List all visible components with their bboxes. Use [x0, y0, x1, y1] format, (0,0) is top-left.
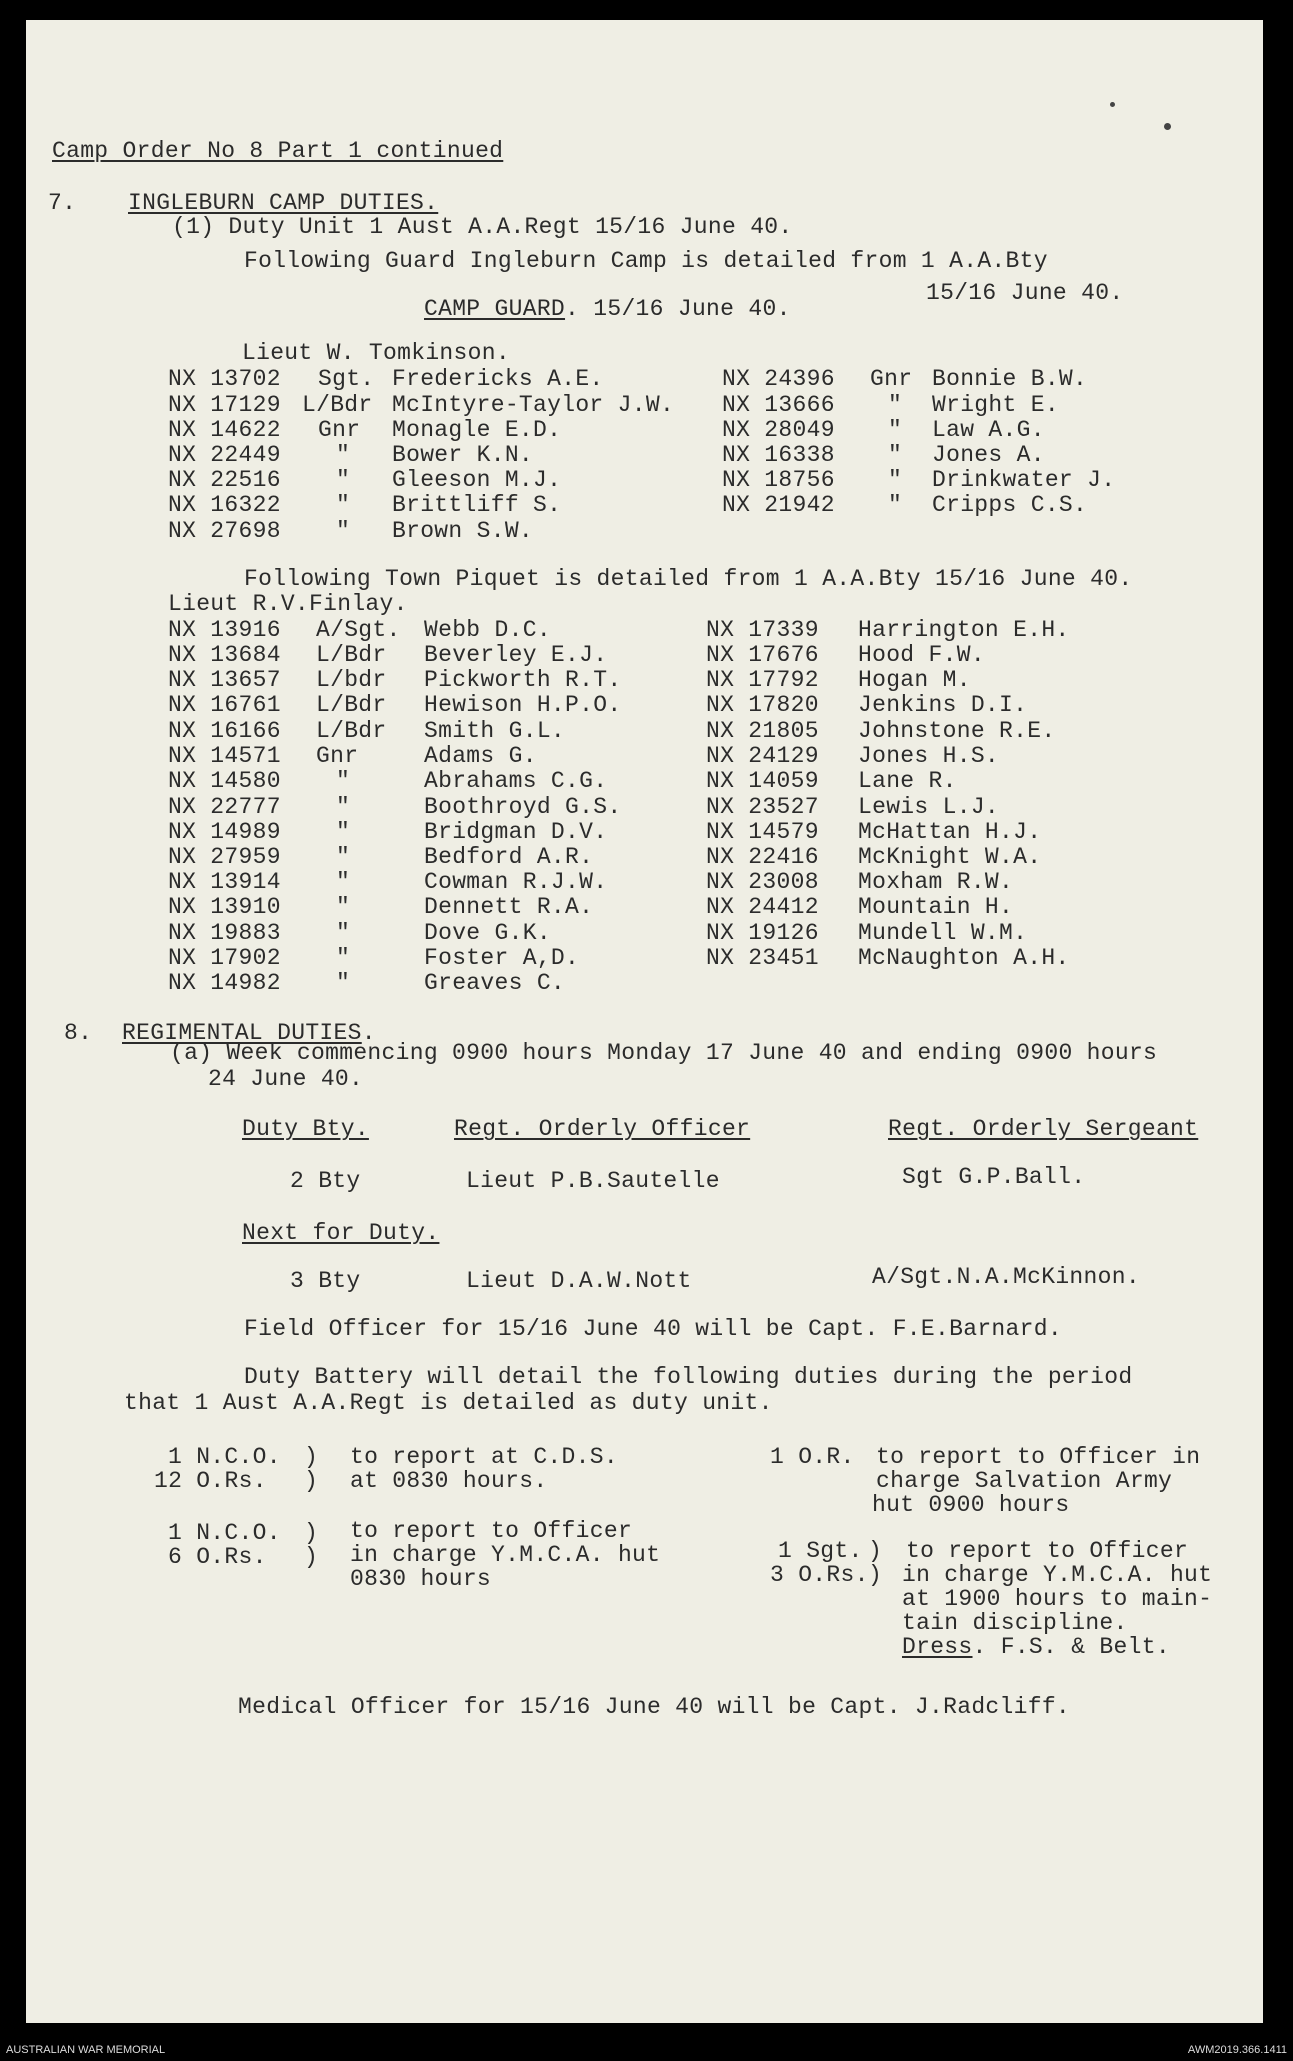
duty-battery-para-1: Duty Battery will detail the following duties during the period: [244, 1364, 1133, 1390]
duty-unit-line: (1) Duty Unit 1 Aust A.A.Regt 15/16 June 40.: [172, 214, 793, 240]
col-duty-bty: Duty Bty.: [242, 1116, 369, 1142]
section-7-title: INGLEBURN CAMP DUTIES.: [128, 190, 439, 216]
duty-battery-para-2: that 1 Aust A.A.Regt is detailed as duty unit.: [124, 1390, 773, 1416]
piquet-detail-line: Following Town Piquet is detailed from 1 A.A.Bty 15/16 June 40.: [244, 566, 1133, 592]
orderly-sergeant-value: Sgt G.P.Ball.: [902, 1164, 1086, 1190]
orderly-officer-value: Lieut P.B.Sautelle: [466, 1168, 720, 1194]
section-7-number: 7.: [48, 190, 77, 216]
col-orderly-officer: Regt. Orderly Officer: [454, 1116, 751, 1142]
duty-bty-value: 2 Bty: [290, 1168, 361, 1194]
section-8-number: 8.: [64, 1020, 93, 1046]
footer-source: AUSTRALIAN WAR MEMORIAL: [6, 2044, 166, 2056]
ink-speck: [1164, 123, 1171, 130]
next-sergeant-value: A/Sgt.N.A.McKinnon.: [872, 1264, 1140, 1290]
footer-accession: AWM2019.366.1411: [1187, 2044, 1287, 2056]
field-officer-line: Field Officer for 15/16 June 40 will be Capt. F.E.Barnard.: [244, 1316, 1062, 1342]
piquet-officer: Lieut R.V.Finlay.: [168, 591, 408, 617]
week-commencing-line: (a) Week commencing 0900 hours Monday 17 June 40 and ending 0900 hours: [170, 1040, 1158, 1066]
col-orderly-sergeant: Regt. Orderly Sergeant: [888, 1116, 1199, 1142]
order-heading: Camp Order No 8 Part 1 continued: [52, 138, 504, 164]
next-officer-value: Lieut D.A.W.Nott: [466, 1268, 692, 1294]
next-bty-value: 3 Bty: [290, 1268, 361, 1294]
next-for-duty-label: Next for Duty.: [242, 1220, 440, 1246]
camp-guard-heading: CAMP GUARD. 15/16 June 40.: [424, 296, 791, 322]
guard-detail-date: 15/16 June 40.: [926, 280, 1124, 306]
ink-speck: [1110, 102, 1115, 107]
guard-officer: Lieut W. Tomkinson.: [242, 340, 510, 366]
week-ending-date: 24 June 40.: [208, 1066, 364, 1092]
section-8-title: REGIMENTAL DUTIES.: [122, 1020, 376, 1046]
medical-officer-line: Medical Officer for 15/16 June 40 will be Capt. J.Radcliff.: [238, 1694, 1071, 1720]
dress-line: Dress. F.S. & Belt.: [902, 1634, 1170, 1660]
guard-detail-line: Following Guard Ingleburn Camp is detailed from 1 A.A.Bty: [244, 248, 1048, 274]
